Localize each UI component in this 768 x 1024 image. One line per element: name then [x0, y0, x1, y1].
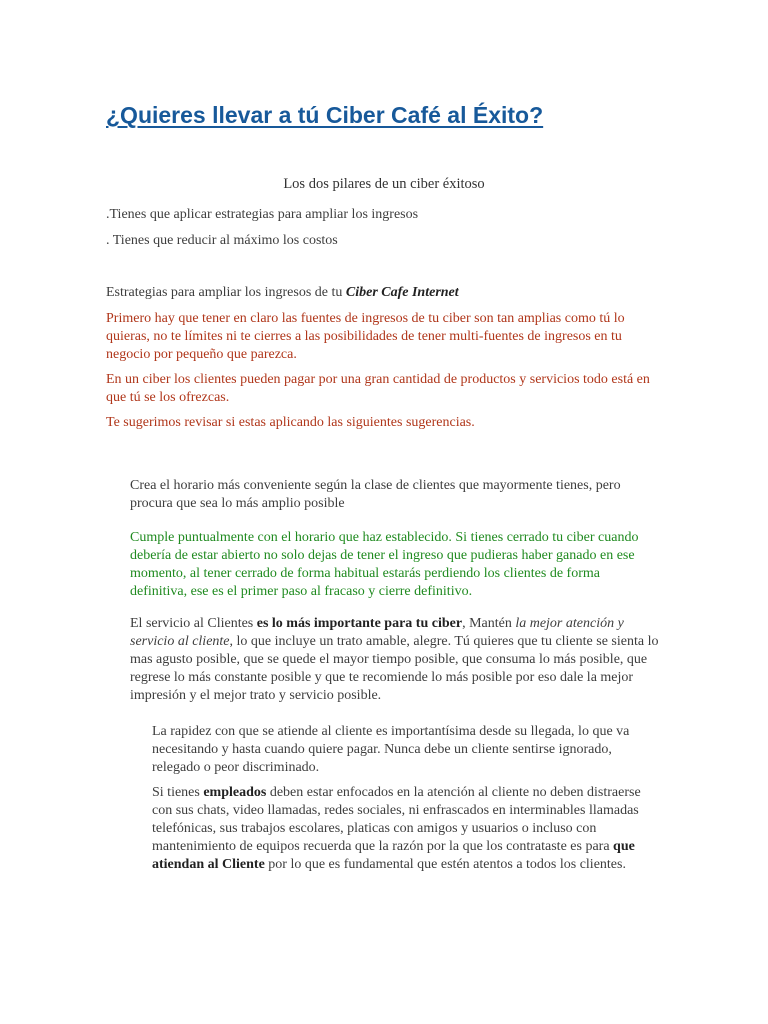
- service-tip-part1: El servicio al Clientes: [130, 616, 257, 631]
- employees-tip-part2: deben estar enfocados en la atención al cliente no deben distraerse con sus chats, video llamadas, redes sociales, ni enfrascados en interminables llamadas telefónicas, sus trabajos escolares, platicas con amigos y usuarios o incluso con mantenimiento de equipos recuerda que la razón por la que los contrataste es para: [152, 785, 641, 854]
- red-paragraph-2: En un ciber los clientes pueden pagar por una gran cantidad de productos y servicios todo está en que tú se los ofrezcas.: [106, 372, 650, 405]
- employees-tip-part1: Si tienes: [152, 785, 204, 800]
- schedule-tip: Crea el horario más conveniente según la clase de clientes que mayormente tienes, pero procura que sea lo más amplio posible: [130, 478, 621, 511]
- page-title: ¿Quieres llevar a tú Ciber Café al Éxito?: [106, 102, 544, 128]
- service-tip-bold1: es lo más importante para tu ciber: [256, 616, 463, 631]
- strategies-intro-emphasis: Ciber Cafe Internet: [345, 285, 459, 300]
- employees-tip-bold2: que atiendan al Cliente: [152, 839, 635, 872]
- service-tip: [130, 615, 662, 705]
- strategies-intro-text: Estrategias para ampliar los ingresos de tu: [106, 285, 346, 300]
- red-paragraph-1: Primero hay que tener en claro las fuentes de ingresos de tu ciber son tan amplias como tú lo quieras, no te límites ni te cierres a las posibilidades de tener multi-fuentes de ingresos en tu negocio por pequeño que parezca.: [106, 311, 625, 362]
- speed-tip: La rapidez con que se atiende al cliente es importantísima desde su llegada, lo que va necesitando y hasta cuando quiere pagar. Nunca debe un cliente sentirse ignorado, relegado o peor discriminado.: [152, 724, 630, 775]
- subtitle: Los dos pilares de un ciber éxitoso: [283, 176, 485, 192]
- employees-tip: [152, 784, 650, 874]
- service-tip-part3: , lo que incluye un trato amable, alegre. Tú quieres que tu cliente se sienta lo mas agusto posible, que se quede el mayor tiempo posible, que consuma lo más posible, que regrese lo más constante posible y que te recomiende lo más posible por eso dale la mejor impresión y el mejor trato y servicio posible.: [130, 634, 659, 703]
- pillar-1: .Tienes que aplicar estrategias para ampliar los ingresos: [106, 207, 419, 222]
- service-tip-italic1: la mejor atención y servicio al cliente: [130, 616, 624, 649]
- pillar-2: . Tienes que reducir al máximo los costos: [106, 233, 338, 248]
- strategies-intro: [106, 284, 666, 302]
- red-paragraph-3: Te sugerimos revisar si estas aplicando las siguientes sugerencias.: [106, 415, 475, 430]
- employees-tip-part3: por lo que es fundamental que estén atentos a todos los clientes.: [264, 857, 626, 872]
- employees-tip-bold1: empleados: [203, 785, 267, 800]
- service-tip-part2: , Mantén: [462, 616, 516, 631]
- punctuality-tip: Cumple puntualmente con el horario que haz establecido. Si tienes cerrado tu ciber cuando debería de estar abierto no solo dejas de tener el ingreso que pudieras haber ganado en ese momento, al tener cerrado de forma habitual estarás perdiendo los clientes de forma definitiva, ese es el primer paso al fracaso y cierre definitivo.: [130, 530, 639, 599]
